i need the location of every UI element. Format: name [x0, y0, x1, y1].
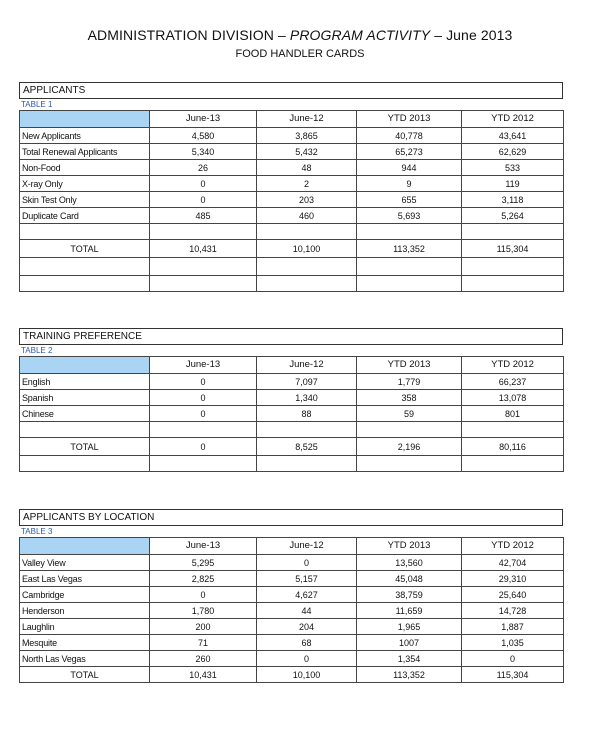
title-prefix: ADMINISTRATION DIVISION – — [87, 27, 290, 43]
location-section — [19, 509, 563, 683]
page-subtitle: FOOD HANDLER CARDS — [235, 48, 365, 60]
row-label: Laughlin — [20, 619, 150, 635]
training-table — [19, 356, 564, 472]
cell: 26 — [150, 160, 257, 176]
cell: 42,704 — [462, 555, 564, 571]
row-label: Mesquite — [20, 635, 150, 651]
cell: 13,560 — [357, 555, 462, 571]
row-label: New Applicants — [20, 128, 150, 144]
row-label: Skin Test Only — [20, 192, 150, 208]
cell: 204 — [257, 619, 357, 635]
cell: 11,659 — [357, 603, 462, 619]
cell: 358 — [357, 390, 462, 406]
cell: 38,759 — [357, 587, 462, 603]
cell: 0 — [462, 651, 564, 667]
blank-row — [20, 224, 564, 240]
table-label: TABLE 3 — [21, 527, 53, 536]
row-label: Non-Food — [20, 160, 150, 176]
total-cell: 8,525 — [257, 438, 357, 456]
cell: 4,580 — [150, 128, 257, 144]
header-blank-cell — [20, 111, 150, 128]
table-label: TABLE 1 — [21, 100, 53, 109]
cell: 68 — [257, 635, 357, 651]
blank-row — [20, 276, 564, 292]
cell: 5,432 — [257, 144, 357, 160]
cell: 4,627 — [257, 587, 357, 603]
cell: 88 — [257, 406, 357, 422]
cell: 66,237 — [462, 374, 564, 390]
cell: 14,728 — [462, 603, 564, 619]
cell: 801 — [462, 406, 564, 422]
cell: 7,097 — [257, 374, 357, 390]
cell: 5,264 — [462, 208, 564, 224]
total-label: TOTAL — [20, 667, 150, 683]
cell: 0 — [257, 651, 357, 667]
page-footer-mark — [300, 724, 336, 730]
blank-row — [20, 422, 564, 438]
cell: 44 — [257, 603, 357, 619]
cell: 40,778 — [357, 128, 462, 144]
cell: 485 — [150, 208, 257, 224]
cell: 533 — [462, 160, 564, 176]
page-title — [0, 27, 600, 43]
row-label: Henderson — [20, 603, 150, 619]
location-table — [19, 537, 564, 683]
table-row — [20, 571, 564, 587]
cell: 0 — [150, 192, 257, 208]
column-header: YTD 2013 — [357, 111, 462, 128]
total-label: TOTAL — [20, 438, 150, 456]
cell: 1,780 — [150, 603, 257, 619]
total-cell: 10,100 — [257, 667, 357, 683]
cell: 0 — [150, 390, 257, 406]
table-row — [20, 128, 564, 144]
row-label: English — [20, 374, 150, 390]
cell: 5,340 — [150, 144, 257, 160]
column-header: June-12 — [257, 538, 357, 555]
total-cell: 113,352 — [357, 667, 462, 683]
column-header: June-13 — [150, 538, 257, 555]
table-row — [20, 603, 564, 619]
cell: 944 — [357, 160, 462, 176]
cell: 203 — [257, 192, 357, 208]
table-row — [20, 144, 564, 160]
cell: 260 — [150, 651, 257, 667]
row-label: Duplicate Card — [20, 208, 150, 224]
applicants-section — [19, 82, 563, 292]
cell: 48 — [257, 160, 357, 176]
total-cell: 10,100 — [257, 240, 357, 258]
cell: 655 — [357, 192, 462, 208]
row-label: Total Renewal Applicants — [20, 144, 150, 160]
cell: 0 — [150, 406, 257, 422]
cell: 71 — [150, 635, 257, 651]
cell: 29,310 — [462, 571, 564, 587]
training-section — [19, 328, 563, 472]
column-header: June-12 — [257, 111, 357, 128]
column-header: June-13 — [150, 357, 257, 374]
column-header: YTD 2012 — [462, 538, 564, 555]
cell: 1,354 — [357, 651, 462, 667]
blank-row — [20, 456, 564, 472]
title-italic: PROGRAM ACTIVITY — [289, 27, 431, 43]
total-row — [20, 667, 564, 683]
table-row — [20, 192, 564, 208]
cell: 1,887 — [462, 619, 564, 635]
total-row — [20, 438, 564, 456]
total-row — [20, 240, 564, 258]
total-cell: 0 — [150, 438, 257, 456]
cell: 2 — [257, 176, 357, 192]
table-row — [20, 555, 564, 571]
cell: 1,779 — [357, 374, 462, 390]
cell: 43,641 — [462, 128, 564, 144]
table-row — [20, 374, 564, 390]
cell: 5,157 — [257, 571, 357, 587]
cell: 25,640 — [462, 587, 564, 603]
cell: 3,865 — [257, 128, 357, 144]
table-row — [20, 208, 564, 224]
column-header: YTD 2013 — [357, 357, 462, 374]
cell: 0 — [257, 555, 357, 571]
table-row — [20, 587, 564, 603]
cell: 119 — [462, 176, 564, 192]
cell: 5,693 — [357, 208, 462, 224]
cell: 3,118 — [462, 192, 564, 208]
cell: 5,295 — [150, 555, 257, 571]
cell: 460 — [257, 208, 357, 224]
section-heading: APPLICANTS BY LOCATION — [19, 509, 563, 526]
row-label: Cambridge — [20, 587, 150, 603]
row-label: North Las Vegas — [20, 651, 150, 667]
cell: 1,035 — [462, 635, 564, 651]
table-row — [20, 635, 564, 651]
table-row — [20, 619, 564, 635]
total-cell: 10,431 — [150, 667, 257, 683]
total-cell: 113,352 — [357, 240, 462, 258]
cell: 1,965 — [357, 619, 462, 635]
row-label: Spanish — [20, 390, 150, 406]
total-cell: 80,116 — [462, 438, 564, 456]
cell: 62,629 — [462, 144, 564, 160]
table-row — [20, 406, 564, 422]
column-header: YTD 2012 — [462, 111, 564, 128]
table-row — [20, 176, 564, 192]
title-suffix: – June 2013 — [430, 27, 513, 43]
total-label: TOTAL — [20, 240, 150, 258]
table-row — [20, 390, 564, 406]
total-cell: 115,304 — [462, 667, 564, 683]
row-label: Valley View — [20, 555, 150, 571]
header-blank-cell — [20, 538, 150, 555]
cell: 1,340 — [257, 390, 357, 406]
table-row — [20, 160, 564, 176]
column-header: June-12 — [257, 357, 357, 374]
row-label: Chinese — [20, 406, 150, 422]
section-heading: APPLICANTS — [19, 82, 563, 99]
cell: 1007 — [357, 635, 462, 651]
row-label: East Las Vegas — [20, 571, 150, 587]
cell: 0 — [150, 587, 257, 603]
cell: 0 — [150, 176, 257, 192]
total-cell: 2,196 — [357, 438, 462, 456]
column-header: YTD 2012 — [462, 357, 564, 374]
total-cell: 10,431 — [150, 240, 257, 258]
cell: 200 — [150, 619, 257, 635]
cell: 0 — [150, 374, 257, 390]
cell: 2,825 — [150, 571, 257, 587]
table-label: TABLE 2 — [21, 346, 53, 355]
cell: 65,273 — [357, 144, 462, 160]
table-row — [20, 651, 564, 667]
column-header: YTD 2013 — [357, 538, 462, 555]
column-header: June-13 — [150, 111, 257, 128]
cell: 59 — [357, 406, 462, 422]
cell: 9 — [357, 176, 462, 192]
applicants-table — [19, 110, 564, 292]
cell: 13,078 — [462, 390, 564, 406]
header-blank-cell — [20, 357, 150, 374]
section-heading: TRAINING PREFERENCE — [19, 328, 563, 345]
total-cell: 115,304 — [462, 240, 564, 258]
blank-row — [20, 258, 564, 276]
row-label: X-ray Only — [20, 176, 150, 192]
cell: 45,048 — [357, 571, 462, 587]
